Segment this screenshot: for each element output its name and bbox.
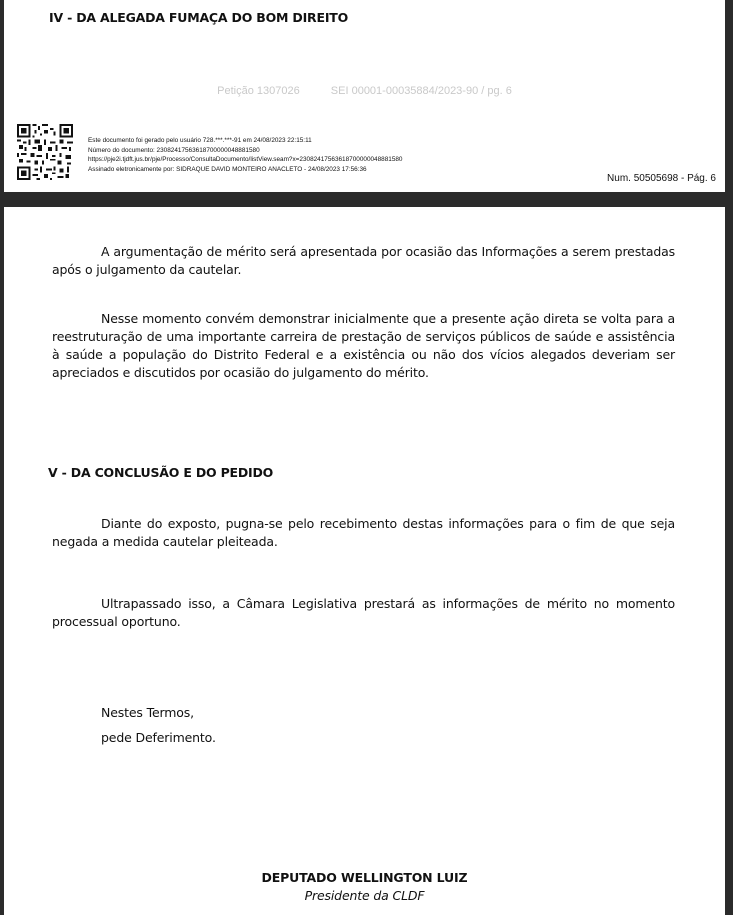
signer-title: Presidente da CLDF bbox=[304, 888, 425, 903]
paragraph-conclusion: Diante do exposto, pugna-se pelo recebimento destas informações para o fim de que seja negada a medida cautelar pleiteada. bbox=[52, 516, 675, 549]
signature-line-generated: Este documento foi gerado pelo usuário 728.***.***-91 em 24/08/2023 22:15:11 bbox=[88, 137, 312, 144]
signer-name: DEPUTADO WELLINGTON LUIZ bbox=[261, 870, 468, 885]
paragraph-direct-action: Nesse momento convém demonstrar inicialmente que a presente ação direta se volta para a reestruturação de uma importante carreira de prestação de serviços públicos de saúde e assistência à saúde a população do Distrito Federal e a existência ou não dos vícios alegados deveriam ser apreciados e discutidos por ocasião do julgamento do mérito. bbox=[52, 311, 675, 380]
paragraph-merit-argument: A argumentação de mérito será apresentada por ocasião das Informações a serem prestadas após o julgamento da cautelar. bbox=[52, 244, 675, 277]
section-heading-v: V - DA CONCLUSÃO E DO PEDIDO bbox=[48, 465, 274, 480]
document-page-top bbox=[4, 0, 725, 192]
watermark-petition: Petição 1307026 bbox=[217, 85, 300, 97]
qr-code-icon bbox=[17, 124, 73, 180]
signature-line-url: https://pje2i.tjdft.jus.br/pje/Processo/ConsultaDocumento/listView.seam?x=23082417563618700000048881580 bbox=[88, 156, 403, 163]
signature-line-doc-number: Número do documento: 23082417563618700000048881580 bbox=[88, 146, 260, 154]
watermark bbox=[4, 85, 725, 97]
section-heading-iv: IV - DA ALEGADA FUMAÇA DO BOM DIREITO bbox=[49, 10, 349, 25]
closing-request: pede Deferimento. bbox=[101, 730, 216, 745]
document-page-number: Num. 50505698 - Pág. 6 bbox=[607, 173, 716, 184]
paragraph-merit-info: Ultrapassado isso, a Câmara Legislativa prestará as informações de mérito no momento processual oportuno. bbox=[52, 596, 675, 629]
closing-terms: Nestes Termos, bbox=[101, 705, 194, 720]
electronic-signature-info bbox=[88, 136, 402, 174]
document-page-bottom bbox=[4, 207, 725, 915]
watermark-sei: SEI 00001-00035884/2023-90 / pg. 6 bbox=[330, 85, 512, 97]
signature-line-signed-by: Assinado eletronicamente por: SIDRAQUE DAVID MONTEIRO ANACLETO - 24/08/2023 17:56:36 bbox=[88, 165, 367, 173]
